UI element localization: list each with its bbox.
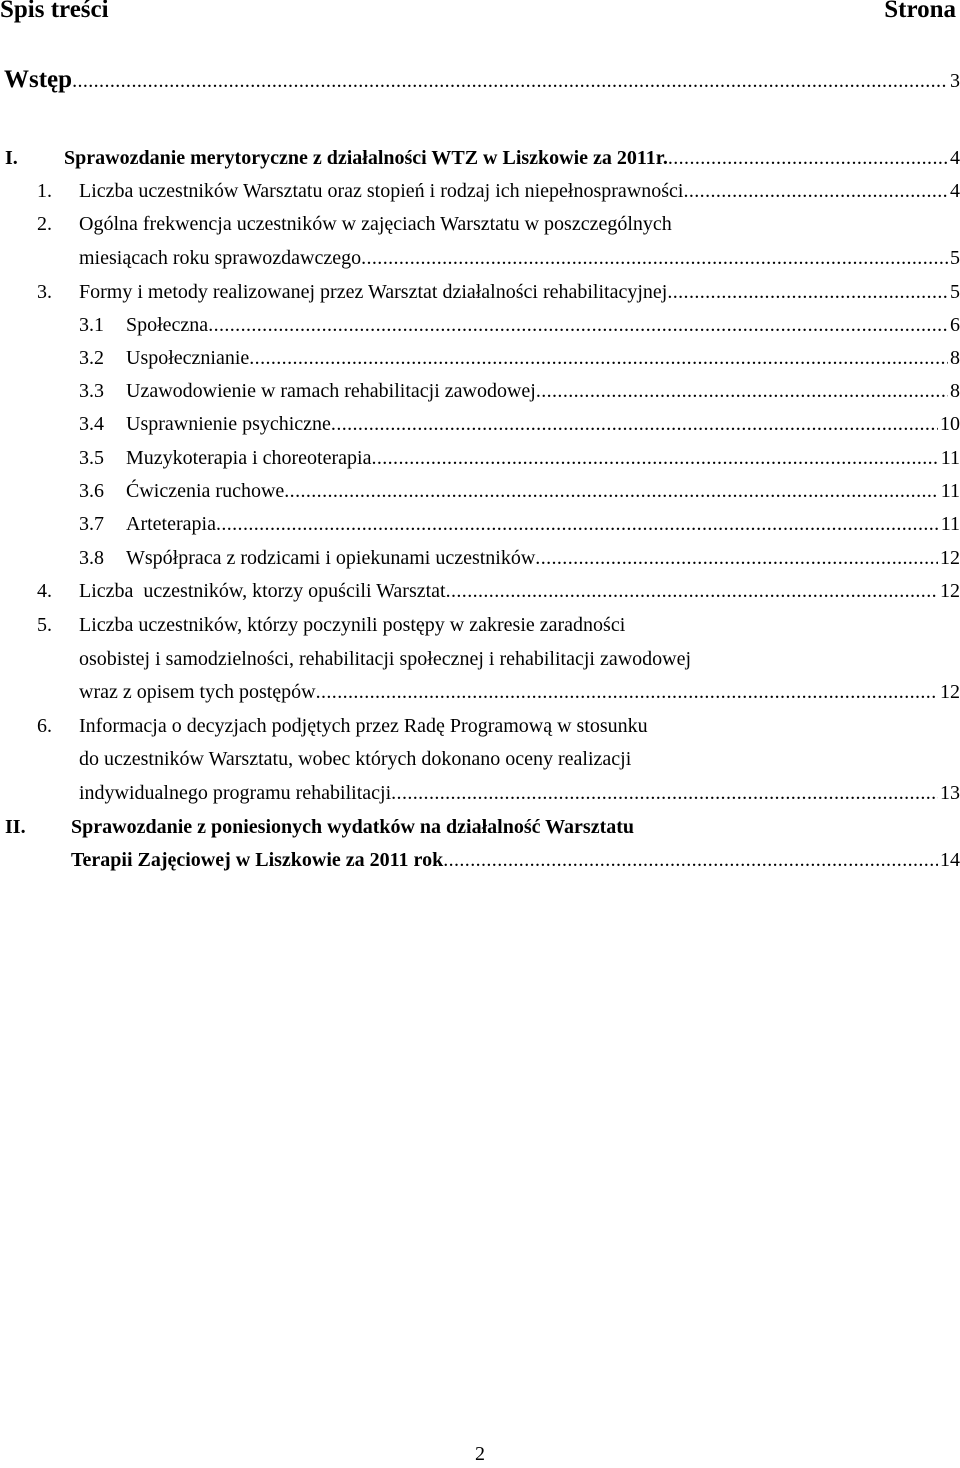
toc-entry-title: Muzykoterapia i choreoterapia	[126, 447, 372, 469]
toc-entry-3-3[interactable]	[0, 377, 960, 405]
toc-entry-title-line: Liczba uczestników, którzy poczynili postępy w zakresie zaradności	[79, 614, 626, 636]
toc-entry-title-line: Terapii Zajęciowej w Liszkowie za 2011 rok	[71, 849, 444, 871]
toc-entry-number: 3.4	[79, 413, 104, 435]
leader-dots	[361, 244, 948, 272]
toc-entry-title: Formy i metody realizowanej przez Warsztat działalności rehabilitacyjnej	[79, 281, 668, 303]
toc-entry-6[interactable]	[0, 712, 960, 740]
toc-entry-title-line: do uczestników Warsztatu, wobec których dokonano oceny realizacji	[79, 748, 632, 770]
toc-entry-3-2[interactable]	[0, 344, 960, 372]
toc-entry-1[interactable]	[0, 177, 960, 205]
toc-entry-3-7[interactable]	[0, 510, 960, 538]
toc-entry-5-cont[interactable]	[0, 645, 960, 673]
toc-entry-number: 5.	[37, 614, 52, 636]
toc-entry-number: 4.	[37, 580, 52, 602]
toc-entry-title: Sprawozdanie merytoryczne z działalności WTZ w Liszkowie za 2011r.	[64, 147, 668, 169]
toc-entry-title-line: Informacja o decyzjach podjętych przez Radę Programową w stosunku	[79, 715, 648, 737]
toc-entry-number: 3.2	[79, 347, 104, 369]
toc-page-number: 14	[940, 849, 960, 871]
toc-entry-title: Wstęp	[4, 66, 73, 93]
toc-entry-title: Usprawnienie psychiczne	[126, 413, 331, 435]
toc-entry-number: 3.6	[79, 480, 104, 502]
toc-page-number: 6	[950, 314, 960, 336]
toc-entry-4[interactable]	[0, 577, 960, 605]
leader-dots	[443, 846, 938, 874]
toc-page-number: 5	[950, 281, 960, 303]
toc-entry-title-line: wraz z opisem tych postępów	[79, 681, 316, 703]
toc-page-number: 11	[940, 480, 960, 502]
toc-entry-title: Ćwiczenia ruchowe	[126, 480, 285, 502]
toc-entry-number: 2.	[37, 213, 52, 235]
page-column-heading: Strona	[884, 0, 956, 23]
toc-entry-part-1[interactable]	[0, 144, 960, 172]
toc-page-number: 11	[940, 513, 960, 535]
toc-entry-title-line: osobistej i samodzielności, rehabilitacji społecznej i rehabilitacji zawodowej	[79, 648, 692, 670]
toc-page-number: 8	[950, 380, 960, 402]
leader-dots	[667, 278, 948, 306]
toc-entry-3-1[interactable]	[0, 311, 960, 339]
toc-entry-part-2-cont[interactable]	[0, 846, 960, 874]
toc-header	[0, 0, 956, 32]
toc-entry-title-line: indywidualnego programu rehabilitacji	[79, 782, 392, 804]
toc-entry-5-cont[interactable]	[0, 678, 960, 706]
leader-dots	[535, 544, 938, 572]
toc-entry-3-8[interactable]	[0, 544, 960, 572]
toc-page-number: 4	[950, 147, 960, 169]
toc-entry-number: I.	[5, 147, 18, 169]
toc-entry-number: 3.3	[79, 380, 104, 402]
leader-dots	[284, 477, 938, 505]
toc-entry-2-cont[interactable]	[0, 244, 960, 272]
toc-page-number: 12	[940, 547, 960, 569]
toc-page-number: 11	[940, 447, 960, 469]
toc-entry-number: 3.8	[79, 547, 104, 569]
toc-entry-6-cont[interactable]	[0, 779, 960, 807]
toc-entry-title-line: miesiącach roku sprawozdawczego	[79, 247, 362, 269]
toc-entry-title: Arteterapia	[126, 513, 216, 535]
toc-entry-number: 3.1	[79, 314, 104, 336]
toc-entry-number: 1.	[37, 180, 52, 202]
toc-entry-title-line: Sprawozdanie z poniesionych wydatków na działalność Warsztatu	[71, 816, 635, 838]
toc-entry-title: Liczba uczestników, ktorzy opuścili Warsztat	[79, 580, 446, 602]
toc-entry-title: Społeczna	[126, 314, 209, 336]
leader-dots	[331, 410, 938, 438]
toc-entry-title: Liczba uczestników Warsztatu oraz stopień i rodzaj ich niepełnosprawności	[79, 180, 684, 202]
toc-entry-5[interactable]	[0, 611, 960, 639]
toc-entry-title: Uspołecznianie	[126, 347, 250, 369]
leader-dots	[446, 577, 938, 605]
toc-page-number: 4	[950, 180, 960, 202]
leader-dots	[249, 344, 948, 372]
toc-entry-number: 3.7	[79, 513, 104, 535]
toc-page-number: 10	[940, 413, 960, 435]
leader-dots	[536, 377, 948, 405]
leader-dots	[216, 510, 939, 538]
toc-entry-number: 3.	[37, 281, 52, 303]
leader-dots	[316, 678, 938, 706]
leader-dots	[371, 444, 938, 472]
leader-dots	[683, 177, 948, 205]
leader-dots	[72, 64, 948, 98]
toc-entry-3[interactable]	[0, 278, 960, 306]
toc-entry-number: 3.5	[79, 447, 104, 469]
leader-dots	[668, 144, 948, 172]
toc-page-number: 13	[940, 782, 960, 804]
toc-page-number: 3	[950, 70, 960, 92]
toc-entry-3-4[interactable]	[0, 410, 960, 438]
toc-entry-2[interactable]	[0, 210, 960, 238]
toc-page-number: 12	[940, 681, 960, 703]
toc-entry-title: Współpraca z rodzicami i opiekunami uczestników	[126, 547, 536, 569]
toc-entry-number: II.	[5, 816, 26, 838]
toc-entry-3-5[interactable]	[0, 444, 960, 472]
toc-entry-6-cont[interactable]	[0, 745, 960, 773]
toc-entry-title-line: Ogólna frekwencja uczestników w zajęciach Warsztatu w poszczególnych	[79, 213, 672, 235]
toc-page-number: 5	[950, 247, 960, 269]
toc-entry-part-2[interactable]	[0, 813, 960, 841]
toc-entry-number: 6.	[37, 715, 52, 737]
toc-page-number: 8	[950, 347, 960, 369]
toc-entry-intro[interactable]	[0, 63, 960, 97]
leader-dots	[391, 779, 938, 807]
toc-page-number: 12	[940, 580, 960, 602]
leader-dots	[208, 311, 948, 339]
toc-heading: Spis treści	[0, 0, 109, 23]
page-number-footer: 2	[475, 1443, 485, 1465]
toc-entry-title: Uzawodowienie w ramach rehabilitacji zawodowej	[126, 380, 536, 402]
toc-entry-3-6[interactable]	[0, 477, 960, 505]
